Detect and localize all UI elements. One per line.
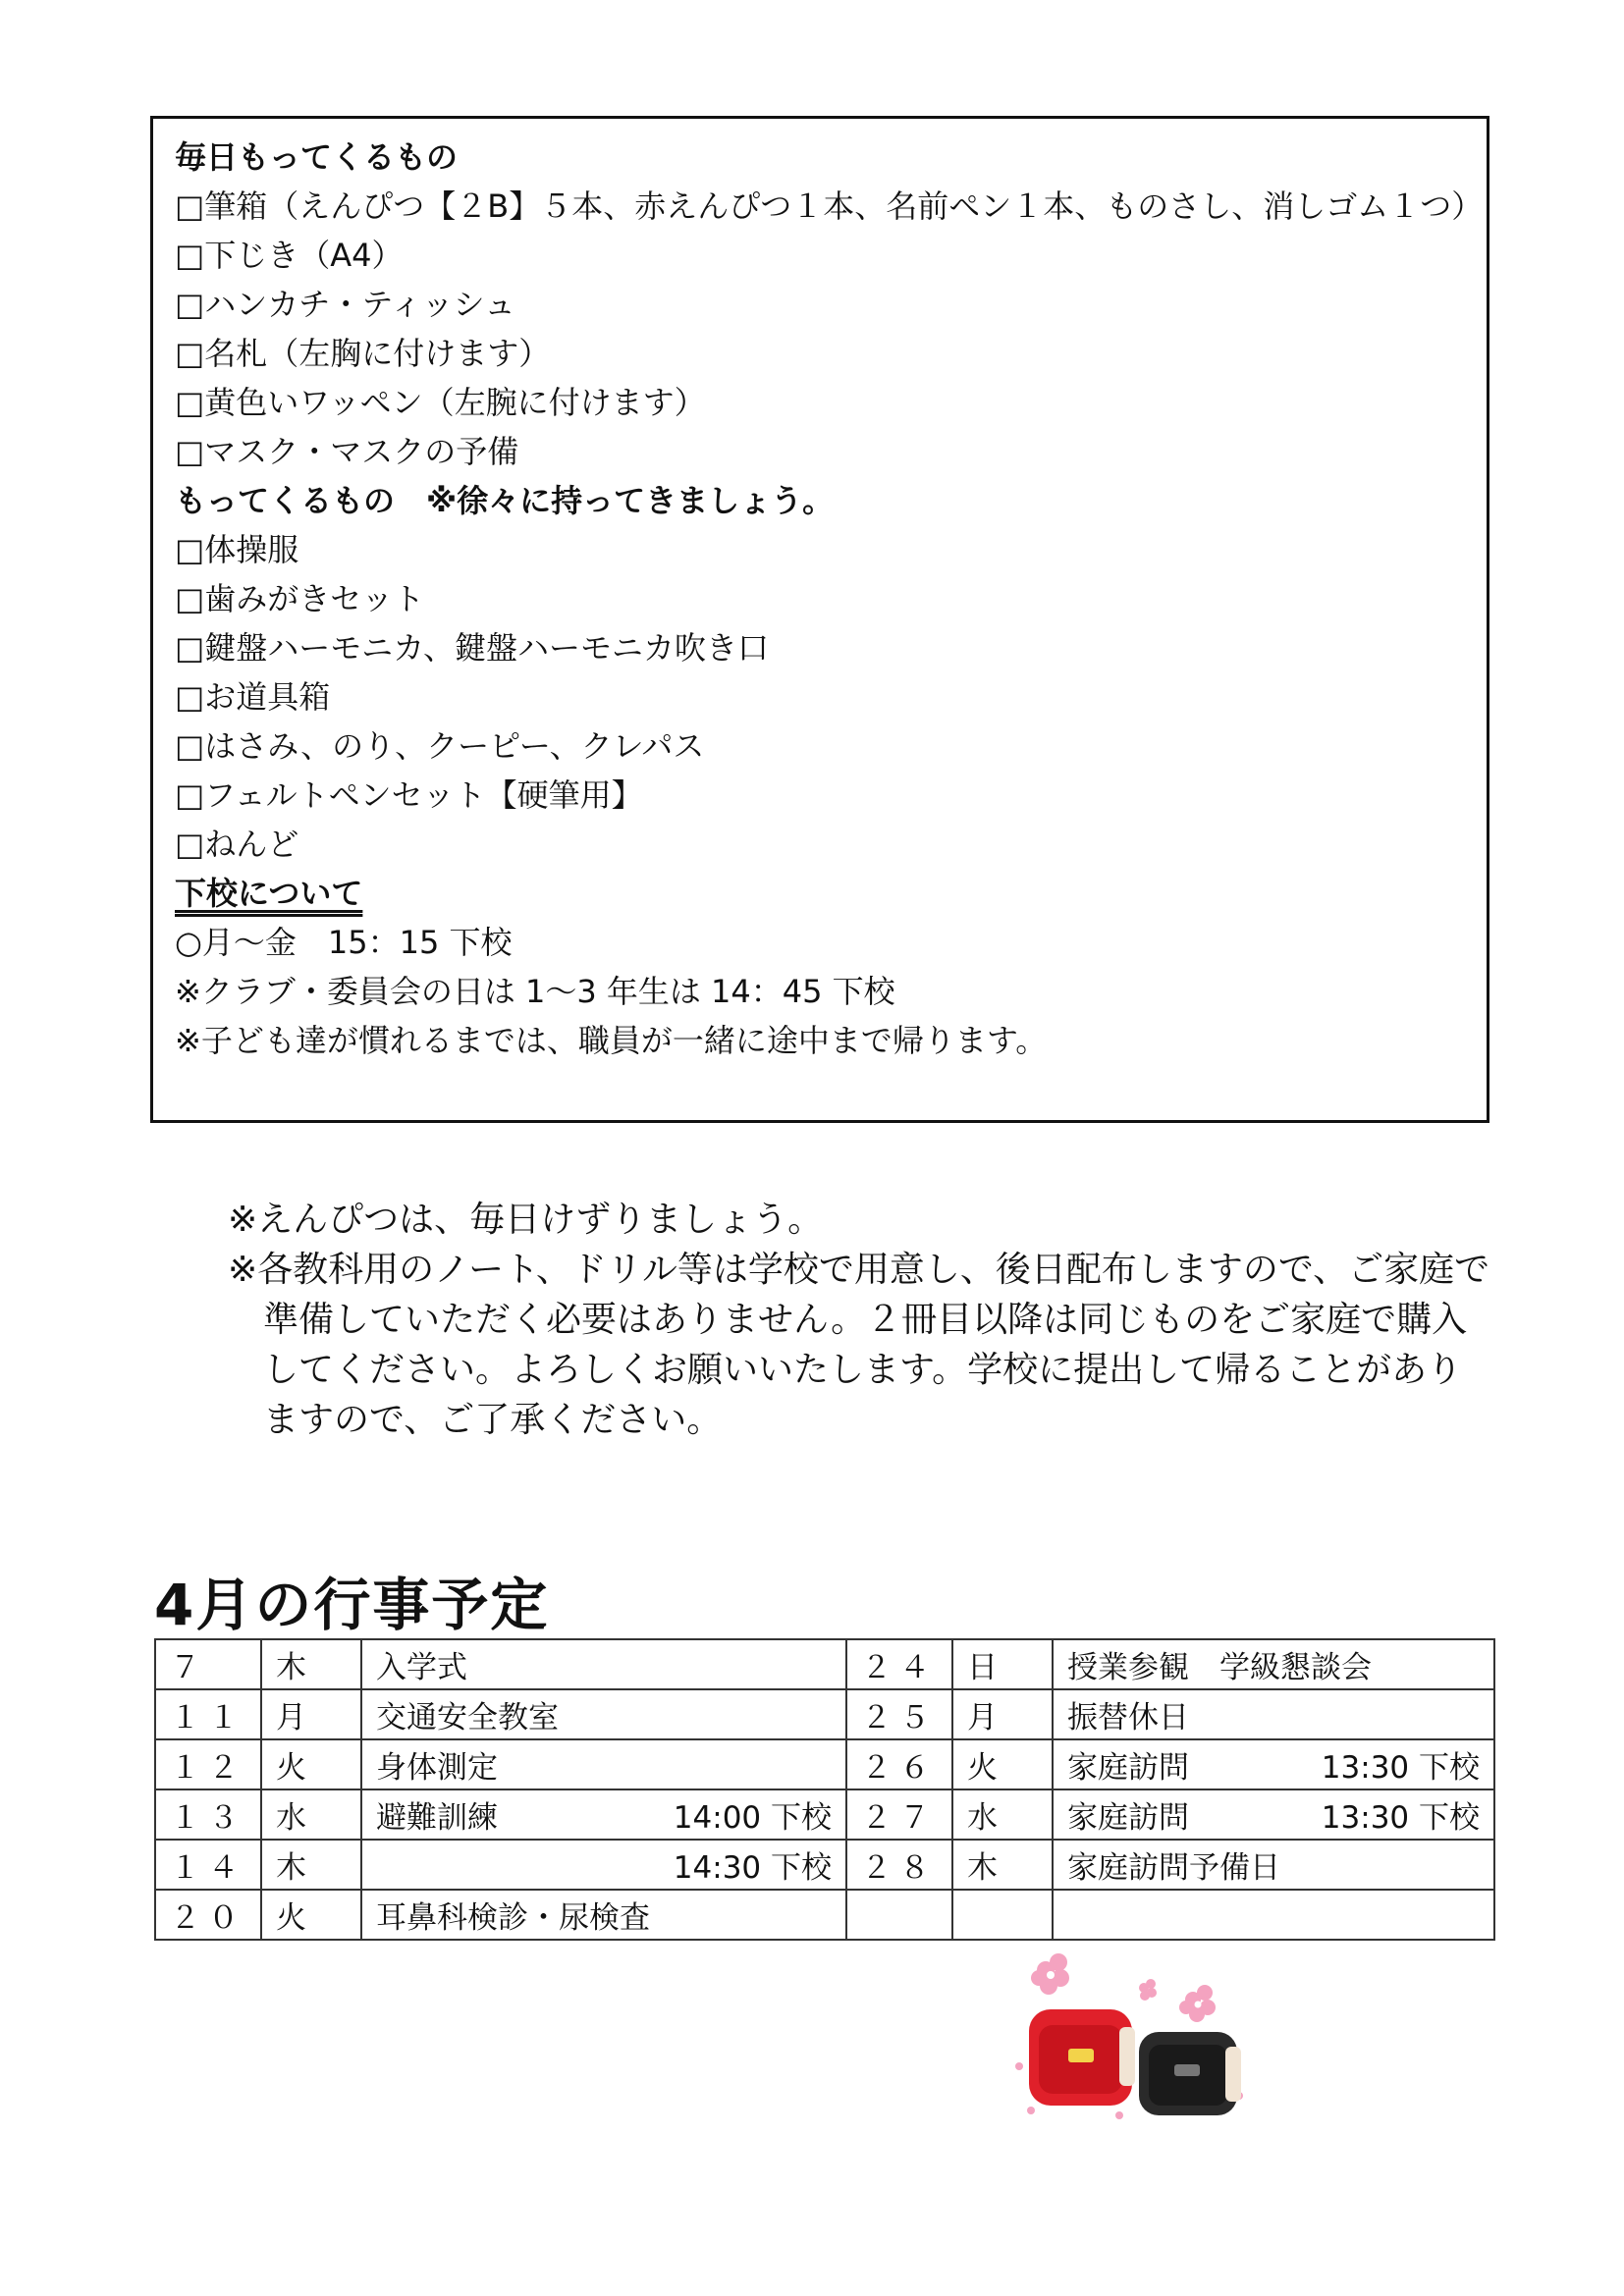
event-name: 家庭訪問: [1067, 1800, 1189, 1836]
event-name: 家庭訪問予備日: [1067, 1850, 1280, 1886]
event-time: 13:30 下校: [1321, 1800, 1480, 1836]
checklist-item: □歯みがきセット: [175, 580, 425, 617]
weekday-cell: 月: [952, 1689, 1053, 1739]
schedule-row: [155, 1840, 1494, 1890]
notes-section: [228, 1195, 1494, 1445]
weekday-cell: [952, 1890, 1053, 1940]
day-cell: ７: [155, 1639, 261, 1689]
checklist-item: □はさみ、のり、クーピー、クレパス: [175, 727, 705, 765]
supplies-box: [150, 116, 1489, 1123]
event-time: 14:00 下校: [673, 1800, 832, 1836]
weekday-cell: 水: [952, 1789, 1053, 1840]
dismissal-item: ○月～金 15：15 下校: [175, 924, 513, 961]
checklist-item: □ハンカチ・ティッシュ: [175, 286, 516, 323]
event-name: 入学式: [376, 1650, 467, 1685]
checklist-item: □黄色いワッペン（左腕に付けます）: [175, 384, 706, 421]
schedule-row: [155, 1890, 1494, 1940]
day-cell: ２７: [846, 1789, 952, 1840]
schedule-row: [155, 1639, 1494, 1689]
dismissal-item: ※クラブ・委員会の日は 1～3 年生は 14：45 下校: [175, 973, 895, 1010]
day-cell: １２: [155, 1739, 261, 1789]
dismissal-heading: 下校について: [175, 875, 363, 912]
day-cell: ２６: [846, 1739, 952, 1789]
schedule-table: [154, 1638, 1495, 1941]
red-school-bag-icon: [1029, 2009, 1135, 2106]
checklist-item: □ねんど: [175, 826, 299, 863]
bring-heading: もってくるもの ※徐々に持ってきましょう。: [175, 482, 835, 519]
weekday-cell: 水: [261, 1789, 361, 1840]
event-cell: [1053, 1689, 1494, 1739]
checklist-item: □体操服: [175, 531, 299, 568]
event-name: 授業参観 学級懇談会: [1067, 1650, 1372, 1685]
day-cell: [846, 1890, 952, 1940]
event-time: 14:30 下校: [673, 1850, 832, 1886]
weekday-cell: 木: [952, 1840, 1053, 1890]
day-cell: １４: [155, 1840, 261, 1890]
event-name: 身体測定: [376, 1750, 498, 1786]
note-text: ※えんぴつは、毎日けずりましょう。: [228, 1200, 824, 1240]
checklist-item: □下じき（A4）: [175, 237, 404, 274]
day-cell: ２４: [846, 1639, 952, 1689]
school-bags-illustration: [1001, 1949, 1267, 2125]
checklist-item: □マスク・マスクの予備: [175, 433, 519, 470]
schedule-row: [155, 1739, 1494, 1789]
weekday-cell: 火: [261, 1890, 361, 1940]
day-cell: １３: [155, 1789, 261, 1840]
schedule-title: 4月の行事予定: [154, 1572, 550, 1638]
event-time: 13:30 下校: [1321, 1750, 1480, 1786]
event-cell: [1053, 1840, 1494, 1890]
weekday-cell: 日: [952, 1639, 1053, 1689]
weekday-cell: 火: [261, 1739, 361, 1789]
checklist-item: □フェルトペンセット【硬筆用】: [175, 776, 643, 814]
day-cell: １１: [155, 1689, 261, 1739]
weekday-cell: 木: [261, 1840, 361, 1890]
event-cell: [361, 1840, 846, 1890]
event-cell: [361, 1639, 846, 1689]
event-cell: [1053, 1890, 1494, 1940]
daily-heading: 毎日もってくるもの: [175, 138, 459, 176]
event-cell: [361, 1789, 846, 1840]
schedule-row: [155, 1789, 1494, 1840]
event-name: 交通安全教室: [376, 1700, 559, 1735]
event-cell: [1053, 1789, 1494, 1840]
checklist-item: □名札（左胸に付けます）: [175, 335, 551, 372]
day-cell: ２８: [846, 1840, 952, 1890]
weekday-cell: 火: [952, 1739, 1053, 1789]
dismissal-item: ※子ども達が慣れるまでは、職員が一緒に途中まで帰ります。: [175, 1022, 1048, 1059]
checklist-item: □鍵盤ハーモニカ、鍵盤ハーモニカ吹き口: [175, 629, 769, 667]
event-name: 避難訓練: [376, 1800, 498, 1836]
event-name: 振替休日: [1067, 1700, 1189, 1735]
note-text: ※各教科用のノート、ドリル等は学校で用意し、後日配布しますので、ご家庭で準備していただく必要はありません。２冊目以降は同じものをご家庭で購入してください。よろしくお願いいたします。学校に提出して帰ることがありますので、ご了承ください。: [228, 1250, 1490, 1440]
black-school-bag-icon: [1139, 2032, 1241, 2115]
schedule-row: [155, 1689, 1494, 1739]
weekday-cell: 月: [261, 1689, 361, 1739]
checklist-item: □お道具箱: [175, 678, 331, 716]
event-name: 家庭訪問: [1067, 1750, 1189, 1786]
day-cell: ２５: [846, 1689, 952, 1739]
weekday-cell: 木: [261, 1639, 361, 1689]
event-cell: [1053, 1739, 1494, 1789]
checklist-item: □筆箱（えんぴつ【２B】５本、赤えんぴつ１本、名前ペン１本、ものさし、消しゴム１つ）: [175, 187, 1484, 225]
event-name: 耳鼻科検診・尿検査: [376, 1900, 650, 1936]
event-cell: [361, 1890, 846, 1940]
event-cell: [361, 1689, 846, 1739]
event-cell: [361, 1739, 846, 1789]
event-cell: [1053, 1639, 1494, 1689]
day-cell: ２０: [155, 1890, 261, 1940]
